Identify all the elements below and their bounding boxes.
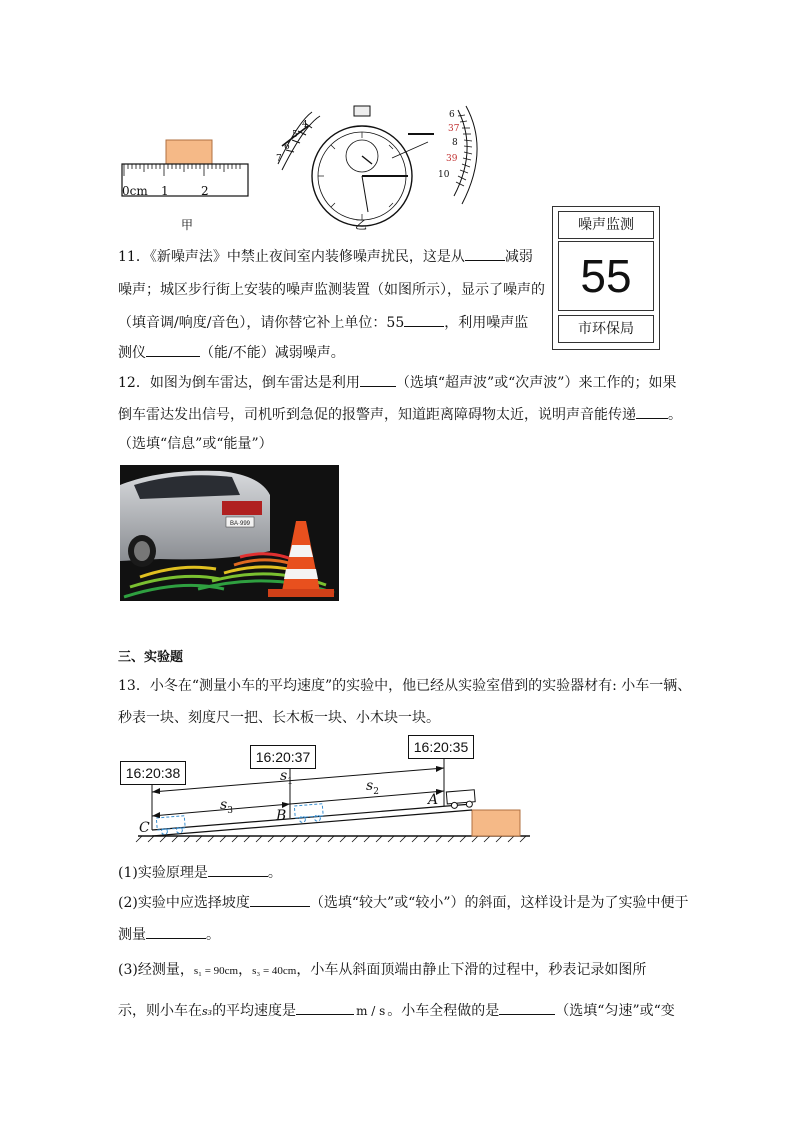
q11-line2: 噪声；城区步行街上安装的噪声监测装置（如图所示），显示了噪声的 bbox=[118, 282, 545, 298]
label-s1: $s_1$ bbox=[280, 768, 293, 787]
stopwatch-right-scale-37: 37 bbox=[448, 124, 460, 134]
q13-sub2-line1: (2)实验中应选择坡度 （选填“较大”或“较小”）的斜面，这样设计是为了实验中便于 bbox=[118, 892, 688, 913]
time-a: 16:20:35 bbox=[408, 735, 474, 759]
ruler-label-2: 2 bbox=[201, 184, 209, 198]
label-point-b: B bbox=[276, 808, 287, 824]
q13-blank-2[interactable] bbox=[250, 892, 310, 907]
label-point-c: C bbox=[139, 820, 150, 836]
q13-sub3-line1: (3)经测量，s₁ = 90cm，s₃ = 40cm，小车从斜面顶端由静止下滑的过程中，秒表记录如图所 bbox=[118, 962, 647, 978]
q11-line3: （填音调/响度/音色），请你替它补上单位：55 ，利用噪声监 bbox=[118, 312, 528, 333]
stopwatch-right-scale-6: 6 bbox=[449, 110, 455, 120]
stopwatch-right-scale-10: 10 bbox=[438, 170, 450, 180]
q13-blank-1[interactable] bbox=[208, 862, 268, 877]
stopwatch-left-scale-5: 5 bbox=[292, 130, 298, 140]
label-s3: $s_3$ bbox=[220, 797, 233, 816]
q11-blank-4[interactable] bbox=[146, 342, 200, 357]
label-point-a: A bbox=[428, 792, 439, 808]
q13-blank-4[interactable] bbox=[296, 1000, 354, 1015]
q11-blank-3[interactable] bbox=[404, 312, 444, 327]
stopwatch-right-scale-8: 8 bbox=[452, 138, 458, 148]
noise-monitor-footer: 市环保局 bbox=[558, 315, 654, 343]
noise-monitor bbox=[552, 206, 660, 350]
label-s2: $s_2$ bbox=[366, 778, 379, 797]
license-plate: BA·999 bbox=[229, 521, 251, 527]
stopwatch-left-scale-7: 7 bbox=[276, 154, 282, 164]
q13-sub1: (1)实验原理是 。 bbox=[118, 862, 282, 883]
section3-title: 三、实验题 bbox=[118, 650, 184, 665]
q13-blank-3[interactable] bbox=[146, 924, 206, 939]
noise-monitor-title: 噪声监测 bbox=[558, 211, 654, 239]
figure-caption-yi: 乙 bbox=[355, 218, 368, 232]
q12-blank-2[interactable] bbox=[636, 404, 668, 419]
q11-blank-1[interactable] bbox=[465, 246, 505, 261]
incline-diagram bbox=[118, 736, 538, 844]
q11-line4: 测仪 （能/不能）减弱噪声。 bbox=[118, 342, 345, 363]
stopwatch-right-scale-39: 39 bbox=[446, 154, 458, 164]
q12-line1: 12．如图为倒车雷达，倒车雷达是利用 （选填“超声波”或“次声波”）来工作的；如果 bbox=[118, 372, 676, 393]
reverse-radar-image bbox=[120, 465, 339, 601]
q13-sub2-line2: 测量 。 bbox=[118, 924, 220, 945]
stopwatch-left-scale-6: 6 bbox=[284, 142, 290, 152]
q13-sub3-line2: 示，则小车在s₃的平均速度是 m / s 。小车全程做的是 （选填“匀速”或“变 bbox=[118, 1000, 675, 1022]
figure-caption-jia: 甲 bbox=[181, 218, 194, 232]
time-b: 16:20:37 bbox=[250, 745, 316, 769]
noise-monitor-value: 55 bbox=[558, 241, 654, 311]
q12-line3: （选填“信息”或“能量”） bbox=[118, 436, 273, 452]
time-c: 16:20:38 bbox=[120, 761, 186, 785]
q13-blank-5[interactable] bbox=[499, 1000, 555, 1015]
q11-line1: 11．《新噪声法》中禁止夜间室内装修噪声扰民，这是从 减弱 bbox=[118, 246, 533, 267]
q12-line2: 倒车雷达发出信号，司机听到急促的报警声，知道距离障碍物太近，说明声音能传递 。 bbox=[118, 404, 682, 425]
q13-line1: 13．小冬在“测量小车的平均速度”的实验中，他已经从实验室借到的实验器材有: 小车一辆、 bbox=[118, 678, 692, 694]
q12-blank-1[interactable] bbox=[360, 372, 396, 387]
q13-line2: 秒表一块、刻度尺一把、长木板一块、小木块一块。 bbox=[118, 710, 440, 726]
stopwatch-left-scale-4: 4 bbox=[302, 120, 308, 130]
ruler-label-1: 1 bbox=[161, 184, 169, 198]
ruler-label-0: 0cm bbox=[122, 184, 148, 198]
